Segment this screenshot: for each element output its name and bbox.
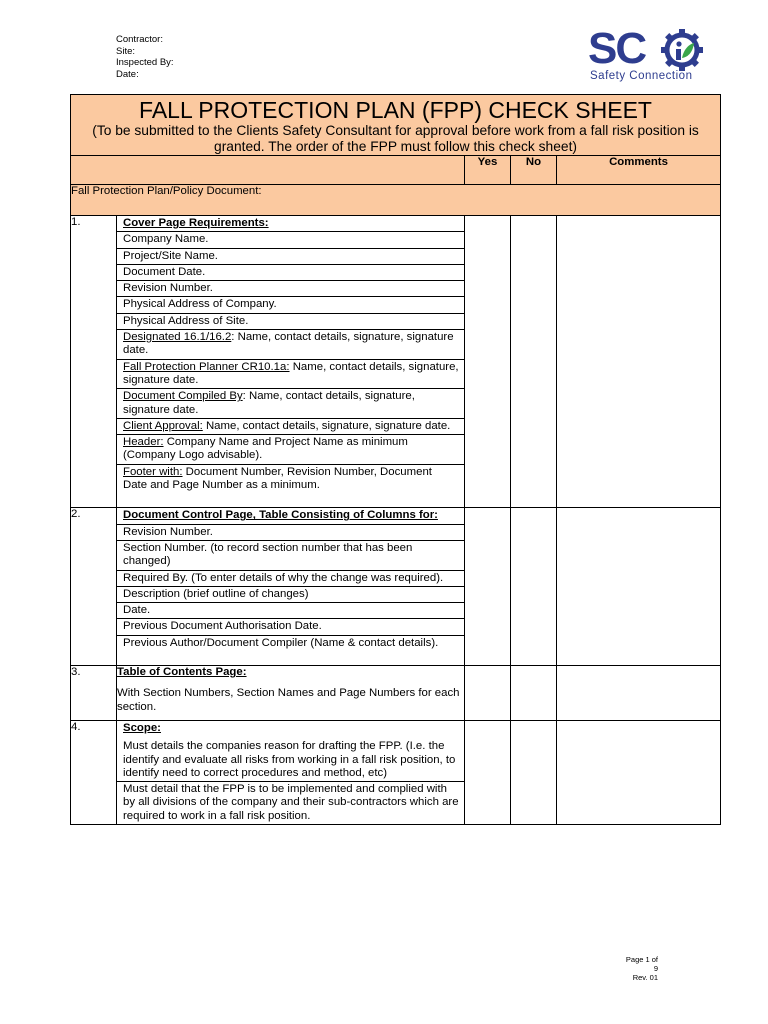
title-block (71, 95, 721, 156)
requirement: Description (brief outline of changes) (117, 586, 464, 602)
requirement: Date. (117, 603, 464, 619)
requirement: Required By. (To enter details of why the change was required). (117, 570, 464, 586)
requirement: Physical Address of Site. (117, 313, 464, 329)
requirement: Must detail that the FPP is to be implemented and complied with by all divisions of the company and their sub-contractors which are required to work in a fall risk position. (123, 783, 459, 822)
requirement: Document Date. (117, 264, 464, 280)
page-title: FALL PROTECTION PLAN (FPP) CHECK SHEET (139, 97, 652, 123)
requirement: Section Number. (to record section number that has been changed) (117, 540, 464, 570)
no-checkbox[interactable] (511, 508, 557, 666)
requirement: Company Name. (117, 232, 464, 248)
requirement: With Section Numbers, Section Names and Page Numbers for each section. (117, 687, 460, 713)
checklist-item (71, 216, 721, 508)
yes-column-header: Yes (465, 156, 511, 185)
yes-checkbox[interactable] (465, 666, 511, 721)
no-checkbox[interactable] (511, 666, 557, 721)
contractor-label: Contractor: (116, 34, 163, 45)
yes-checkbox[interactable] (465, 720, 511, 824)
item-number: 1. (71, 216, 117, 508)
column-header-row (71, 156, 721, 185)
checklist-item (71, 666, 721, 721)
item-number: 4. (71, 720, 117, 824)
no-checkbox[interactable] (511, 720, 557, 824)
revision-number: Rev. 01 (632, 973, 658, 982)
requirement: Revision Number. (117, 524, 464, 540)
page-subtitle: (To be submitted to the Clients Safety Consultant for approval before work from a fall risk position is granted. The order of the FPP must follow this check sheet) (92, 123, 699, 154)
yes-checkbox[interactable] (465, 216, 511, 508)
item-number: 2. (71, 508, 117, 666)
comments-column-header: Comments (557, 156, 721, 185)
inspected-by-label: Inspected By: (116, 57, 174, 68)
requirement: Previous Document Authorisation Date. (117, 619, 464, 635)
item-rows (117, 216, 464, 507)
comments-cell[interactable] (557, 666, 721, 721)
comments-cell[interactable] (557, 720, 721, 824)
requirement: Header: Company Name and Project Name as minimum (Company Logo advisable). (117, 435, 464, 465)
requirement: Document Compiled By: Name, contact details, signature, signature date. (117, 389, 464, 419)
check-sheet-table (70, 94, 721, 825)
comments-cell[interactable] (557, 508, 721, 666)
yes-checkbox[interactable] (465, 508, 511, 666)
requirement: Project/Site Name. (117, 248, 464, 264)
no-column-header: No (511, 156, 557, 185)
requirement: Must details the companies reason for drafting the FPP. (I.e. the identify and evaluate all risks from working in a fall risk position, to identify need to correct procedures and method, etc) (123, 740, 456, 779)
page-footer (620, 955, 658, 982)
item-heading: Cover Page Requirements: (123, 217, 269, 229)
requirement: Footer with: Document Number, Revision Number, Document Date and Page Number as a minimum. (123, 465, 432, 492)
section-title: Fall Protection Plan/Policy Document: (71, 185, 721, 216)
requirement: Designated 16.1/16.2: Name, contact details, signature, signature date. (117, 330, 464, 360)
gear-leaf-icon (660, 29, 706, 71)
item-number: 3. (71, 666, 117, 721)
date-label: Date: (116, 68, 139, 80)
page-number: Page 1 of 9 (625, 955, 658, 973)
item-rows (117, 508, 464, 665)
item-rows (117, 721, 464, 824)
requirement: Previous Author/Document Compiler (Name & contact details). (123, 636, 439, 649)
site-label: Site: (116, 45, 136, 57)
item-heading: Scope: (123, 721, 161, 734)
company-logo (588, 26, 712, 86)
requirement: Revision Number. (117, 281, 464, 297)
checklist-item (71, 720, 721, 824)
comments-cell[interactable] (557, 216, 721, 508)
no-checkbox[interactable] (511, 216, 557, 508)
inspection-header (116, 34, 174, 80)
item-heading: Document Control Page, Table Consisting of Columns for: (123, 509, 438, 522)
logo-letters: SC (588, 24, 646, 73)
section-row (71, 185, 721, 216)
requirement: Fall Protection Planner CR10.1a: Name, contact details, signature, signature date. (117, 359, 464, 389)
requirement: Client Approval: Name, contact details, signature, signature date. (117, 418, 464, 434)
checklist-item (71, 508, 721, 666)
requirement: Physical Address of Company. (117, 297, 464, 313)
item-heading: Table of Contents Page: (117, 666, 247, 679)
logo-tagline: Safety Connection (590, 70, 693, 82)
